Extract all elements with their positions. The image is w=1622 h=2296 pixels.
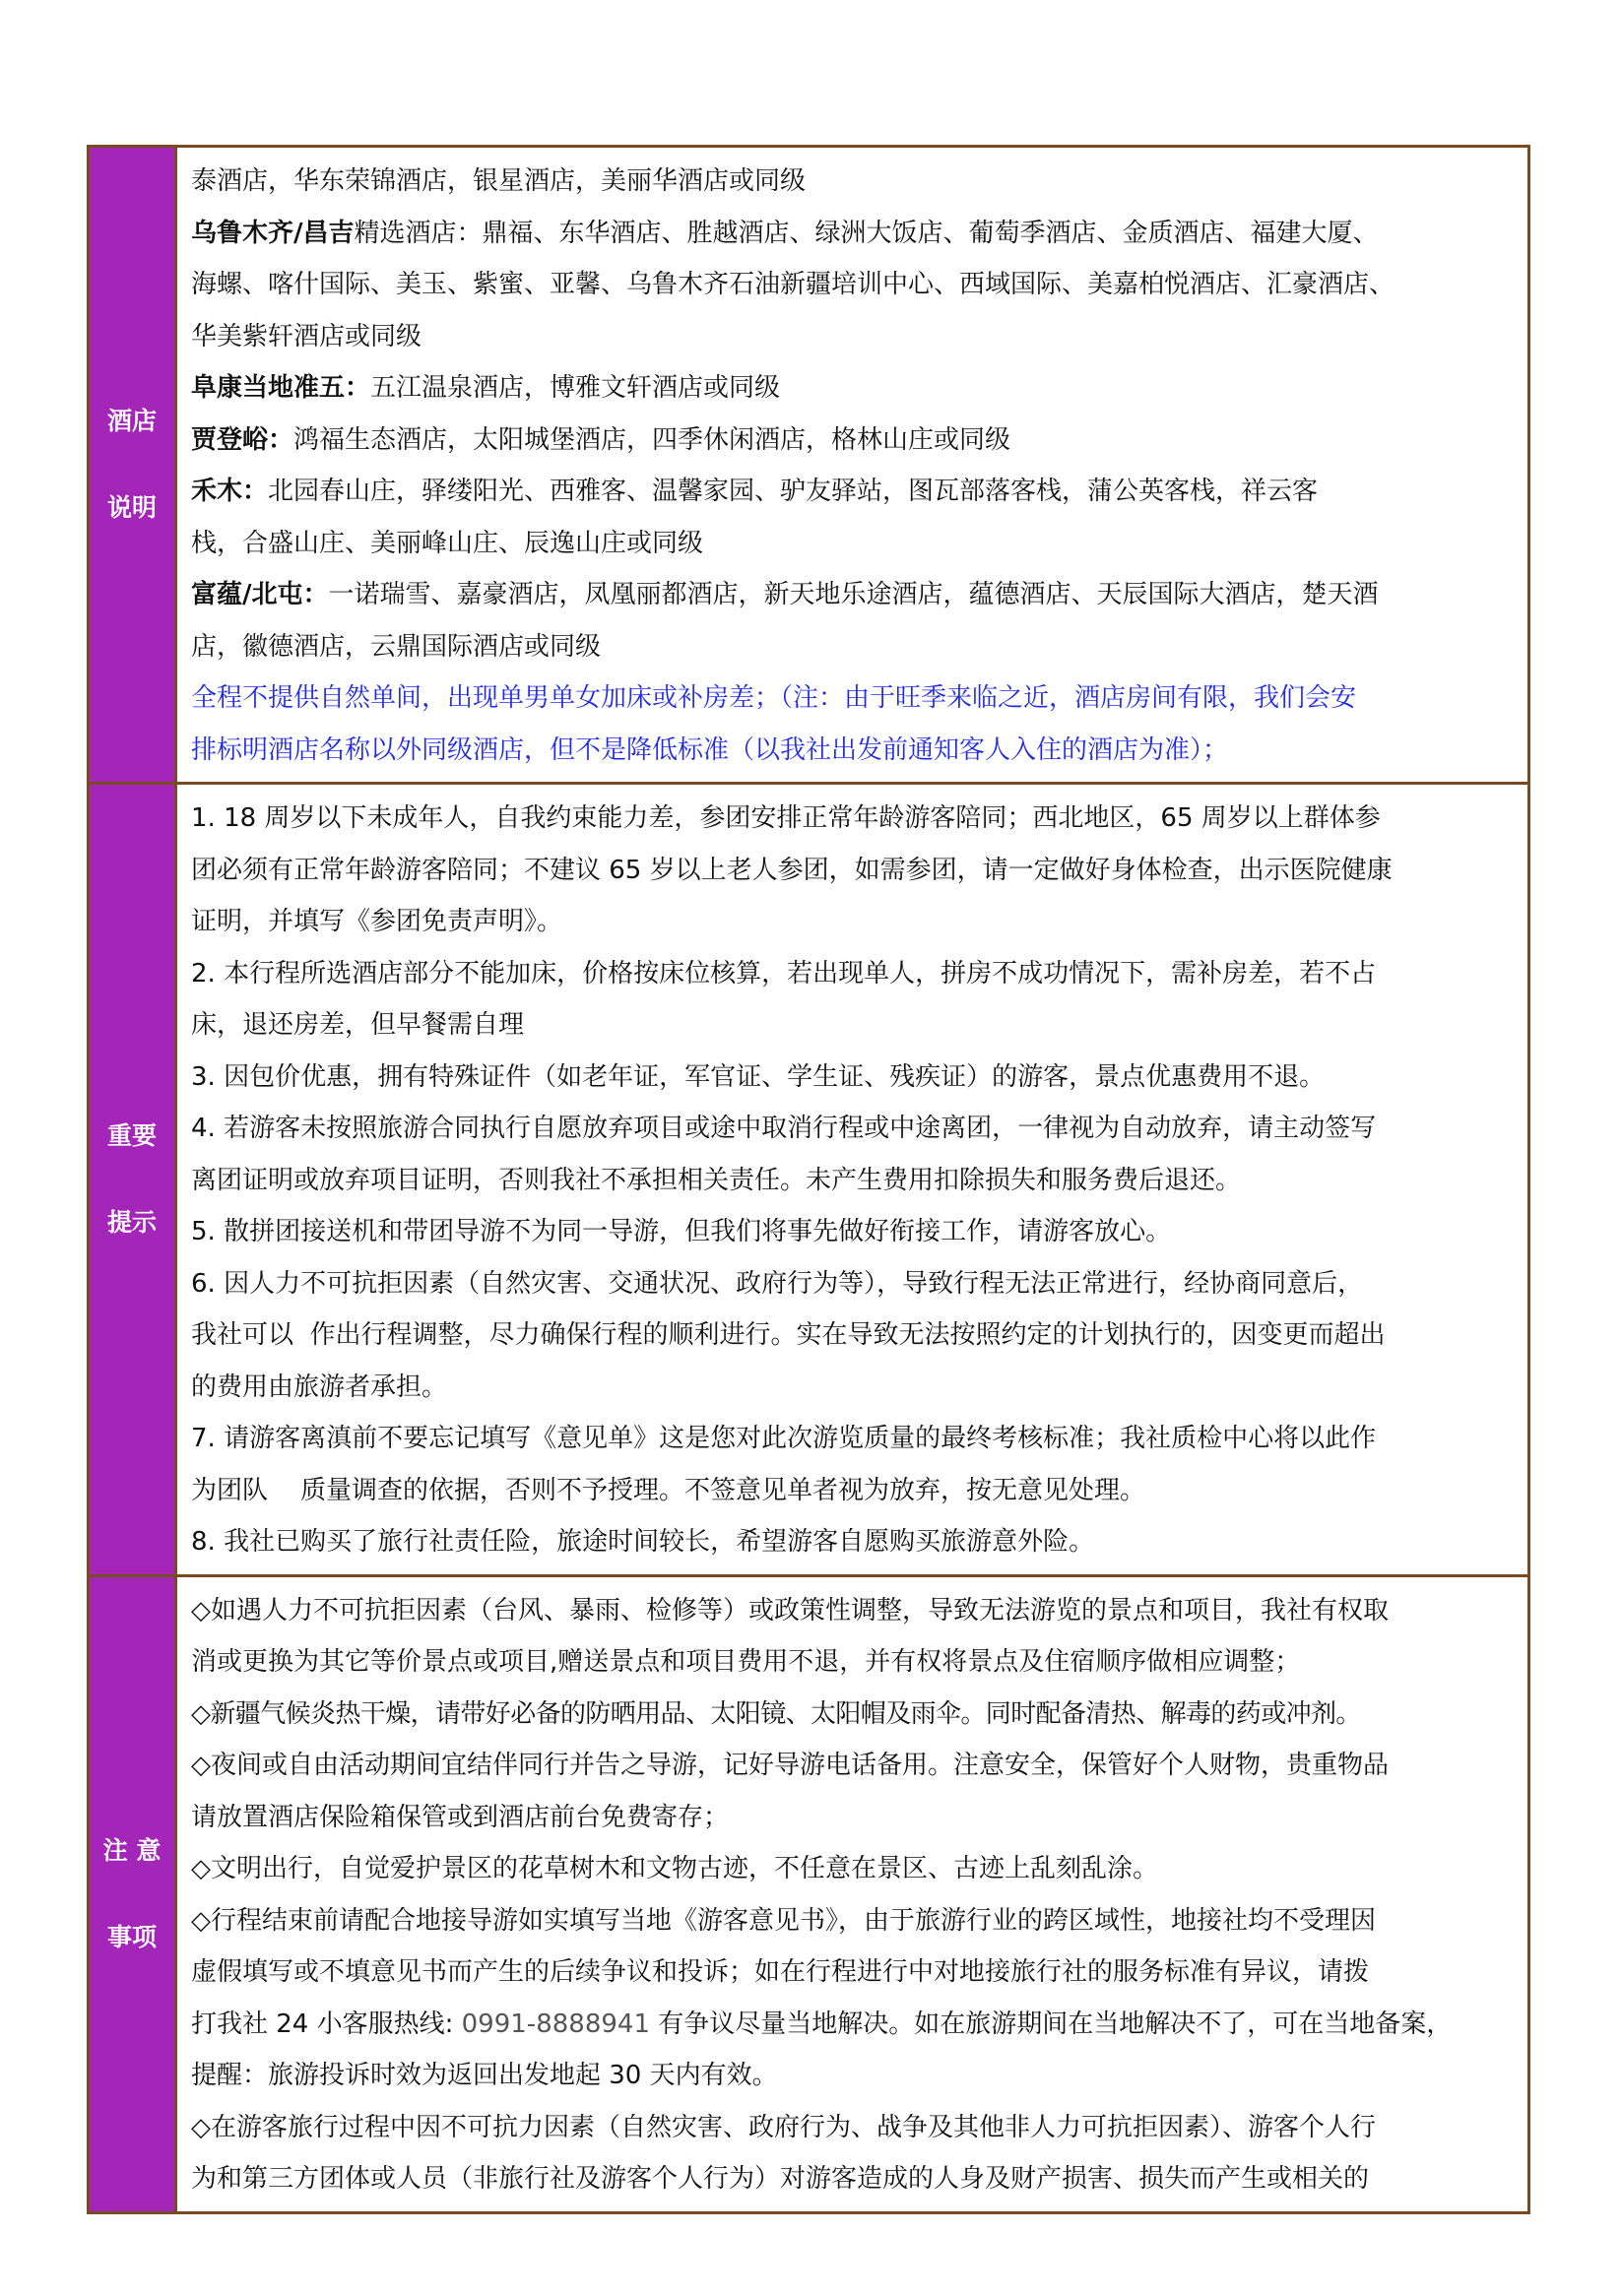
text-line	[191, 362, 1514, 415]
text-line	[191, 208, 1514, 260]
text-line: 的费用由旅游者承担。	[191, 1371, 448, 1402]
text-line: ◇夜间或自由活动期间宜结伴同行并告之导游，记好导游电话备用。注意安全，保管好个人财物，贵重物品	[191, 1751, 1389, 1780]
text-line	[191, 1999, 1514, 2051]
text-line: 1. 18 周岁以下未成年人，自我约束能力差，参团安排正常年龄游客陪同；西北地区，65 周岁以上群体参	[191, 803, 1381, 833]
text-line: ◇文明出行，自觉爱护景区的花草树木和文物古迹，不任意在景区、古迹上乱刻乱涂。	[191, 1854, 1158, 1883]
text-line: 4. 若游客未按照旅游合同执行自愿放弃项目或途中取消行程或中途离团，一律视为自动放弃，请主动签写	[191, 1114, 1377, 1143]
text-line	[191, 466, 1514, 518]
hotline-text: 有争议尽量当地解决。如在旅游期间在当地解决不了，可在当地备案，	[649, 2009, 1453, 2039]
hotel-list: 鸿福生态酒店，太阳城堡酒店，四季休闲酒店，格林山庄或同级	[293, 424, 1011, 455]
label-line: 事项	[106, 1922, 157, 1951]
text-line: 8. 我社已购买了旅行社责任险，旅途时间较长，希望游客自愿购买旅游意外险。	[191, 1527, 1095, 1557]
text-line: 证明，并填写《参团免责声明》。	[191, 907, 563, 936]
city-heading: 贾登峪：	[191, 424, 294, 455]
text-line: 泰酒店，华东荣锦酒店，银星酒店，美丽华酒店或同级	[191, 166, 807, 196]
hotel-list: 精选酒店：鼎福、东华酒店、胜越酒店、绿洲大饭店、葡萄季酒店、金质酒店、福建大厦、	[354, 218, 1379, 248]
tips-section-row	[89, 784, 1529, 1576]
text-line: 海螺、喀什国际、美玉、紫蜜、亚馨、乌鲁木齐石油新疆培训中心、西域国际、美嘉柏悦酒店、汇豪酒店、	[191, 270, 1395, 299]
label-line: 重要	[106, 1120, 157, 1150]
text-line: 提醒：旅游投诉时效为返回出发地起 30 天内有效。	[191, 2061, 778, 2090]
text-line: 华美紫轩酒店或同级	[191, 321, 422, 351]
hotel-section-row	[89, 147, 1529, 784]
city-heading: 禾木：	[191, 477, 269, 506]
text-line: 5. 散拼团接送机和带团导游不为同一导游，但我们将事先做好衔接工作，请游客放心。	[191, 1217, 1172, 1246]
notes-section-row	[89, 1575, 1529, 2212]
itinerary-notes-table	[87, 145, 1530, 2214]
text-line: 栈，合盛山庄、美丽峰山庄、辰逸山庄或同级	[191, 528, 704, 558]
text-line: 店，徽德酒店，云鼎国际酒店或同级	[191, 631, 602, 662]
label-line: 提示	[106, 1207, 157, 1237]
tips-section-content	[176, 784, 1529, 1576]
text-line: 离团证明或放弃项目证明，否则我社不承担相关责任。未产生费用扣除损失和服务费后退还。	[191, 1165, 1242, 1195]
hotel-list: 五江温泉酒店，博雅文轩酒店或同级	[370, 373, 781, 403]
text-line: 我社可以 作出行程调整，尽力确保行程的顺利进行。实在导致无法按照约定的计划执行的，因变更而超出	[191, 1320, 1386, 1350]
text-line: ◇新疆气候炎热干燥，请带好必备的防晒用品、太阳镜、太阳帽及雨伞。同时配备清热、解毒的药或冲剂。	[191, 1698, 1361, 1729]
text-line: 床，退还房差，但早餐需自理	[191, 1010, 525, 1040]
city-heading: 阜康当地准五：	[191, 373, 371, 403]
text-line: 消或更换为其它等价景点或项目,赠送景点和项目费用不退，并有权将景点及住宿顺序做相应调整；	[191, 1647, 1301, 1677]
notice-line: 排标明酒店名称以外同级酒店，但不是降低标准（以我社出发前通知客人入住的酒店为准）；	[191, 734, 1229, 765]
text-line: 2. 本行程所选酒店部分不能加床，价格按床位核算，若出现单人，拼房不成功情况下，需补房差，若不占	[191, 958, 1377, 989]
text-line: 虚假填写或不填意见书而产生的后续争议和投诉；如在行程进行中对地接旅行社的服务标准有异议，请拨	[191, 1957, 1370, 1987]
notes-section-label	[89, 1575, 176, 2212]
text-line: ◇行程结束前请配合地接导游如实填写当地《游客意见书》，由于旅游行业的跨区域性，地接社均不受理因	[191, 1905, 1376, 1936]
text-line: 为团队 质量调查的依据，否则不予授理。不签意见单者视为放弃，按无意见处理。	[191, 1475, 1146, 1505]
text-line: 请放置酒店保险箱保管或到酒店前台免费寄存；	[191, 1802, 730, 1832]
label-line: 说明	[106, 493, 157, 522]
hotel-list: 一诺瑞雪、嘉豪酒店，凤凰丽都酒店，新天地乐途酒店，蕴德酒店、天辰国际大酒店，楚天酒	[328, 580, 1379, 609]
label-line: 酒店	[106, 407, 157, 435]
tips-section-label	[89, 784, 176, 1576]
text-line: 3. 因包价优惠，拥有特殊证件（如老年证，军官证、学生证、残疾证）的游客，景点优惠费用不退。	[191, 1061, 1326, 1092]
text-line	[191, 569, 1514, 621]
text-line: 6. 因人力不可抗拒因素（自然灾害、交通状况、政府行为等），导致行程无法正常进行，经协商同意后，	[191, 1268, 1364, 1299]
text-line: 团必须有正常年龄游客陪同；不建议 65 岁以上老人参团，如需参团，请一定做好身体检查，出示医院健康	[191, 855, 1393, 885]
hotel-list: 北园春山庄，驿缕阳光、西雅客、温馨家园、驴友驿站，图瓦部落客栈，蒲公英客栈，祥云客	[268, 477, 1319, 506]
text-line: 7. 请游客离滇前不要忘记填写《意见单》这是您对此次游览质量的最终考核标准；我社质检中心将以此作	[191, 1424, 1377, 1453]
hotline-text: 打我社 24 小客服热线:	[191, 2009, 462, 2039]
notice-line: 全程不提供自然单间，出现单男单女加床或补房差；（注：由于旺季来临之近，酒店房间有限，我们会安	[191, 683, 1357, 713]
hotline-phone: 0991-8888941	[461, 2009, 650, 2039]
hotel-section-content	[176, 147, 1529, 784]
label-line: 注 意	[102, 1835, 162, 1865]
hotel-section-label	[89, 147, 176, 784]
text-line: ◇在游客旅行过程中因不可抗力因素（自然灾害、政府行为、战争及其他非人力可抗拒因素）、游客个人行	[191, 2112, 1376, 2142]
text-line: ◇如遇人力不可抗拒因素（台风、暴雨、检修等）或政策性调整，导致无法游览的景点和项目，我社有权取	[191, 1595, 1389, 1626]
text-line: 为和第三方团体或人员（非旅行社及游客个人行为）对游客造成的人身及财产损害、损失而产生或相关的	[191, 2164, 1370, 2194]
city-heading: 富蕴/北屯：	[191, 580, 329, 609]
city-heading: 乌鲁木齐/昌吉	[191, 218, 355, 248]
notes-section-content	[176, 1575, 1529, 2212]
text-line	[191, 415, 1514, 467]
